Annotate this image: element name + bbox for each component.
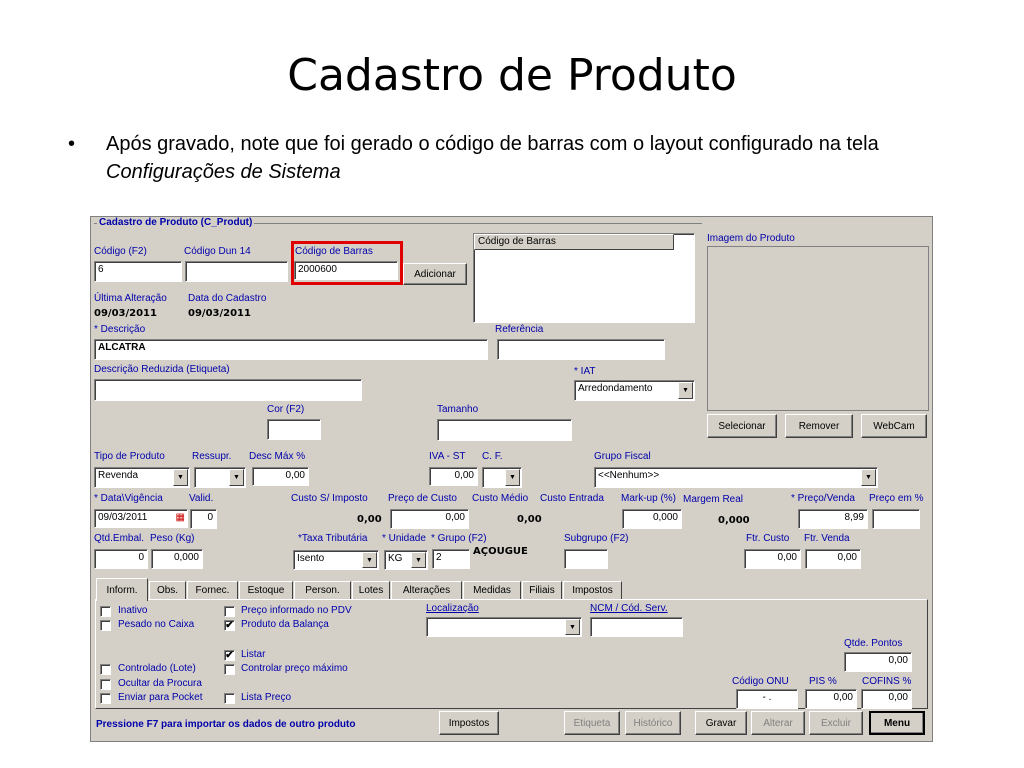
ftr-venda-label: Ftr. Venda (804, 533, 850, 544)
iat-select[interactable] (574, 380, 695, 401)
preco-venda-label: * Preço/Venda (791, 493, 855, 504)
cor-input[interactable] (267, 419, 321, 440)
grupo-fiscal-label: Grupo Fiscal (594, 451, 651, 462)
balanca-checkbox[interactable]: ✔ (225, 620, 234, 631)
descmax-input[interactable]: 0,00 (252, 467, 309, 486)
ressupr-label: Ressupr. (192, 451, 232, 462)
taxa-select[interactable] (293, 550, 379, 570)
tab-panel-inform (95, 599, 928, 709)
chevron-down-icon[interactable]: ▼ (411, 552, 426, 568)
tab-obs[interactable]: Obs. (149, 581, 186, 600)
slide-title: Cadastro de Produto (287, 50, 737, 101)
ftr-custo-input[interactable]: 0,00 (744, 549, 801, 569)
codigo-onu-label: Código ONU (732, 676, 789, 687)
preco-em-input[interactable] (872, 509, 920, 529)
tab-impostos[interactable]: Impostos (563, 581, 622, 600)
codigo-label: Código (F2) (94, 246, 147, 257)
ultima-alt-value: 09/03/2011 (94, 308, 157, 319)
listar-checkbox[interactable]: ✔ (225, 650, 234, 661)
localizacao-label: Localização (426, 603, 479, 614)
etiqueta-button[interactable]: Etiqueta (564, 711, 620, 735)
qtde-pontos-input[interactable]: 0,00 (844, 652, 912, 672)
controlar-preco-checkbox[interactable] (224, 664, 235, 675)
codigo-onu-input[interactable]: - . (736, 689, 798, 709)
tipo-select[interactable] (94, 467, 190, 488)
inativo-checkbox[interactable] (100, 606, 111, 617)
pesado-checkbox[interactable] (100, 620, 111, 631)
ivast-label: IVA - ST (429, 451, 466, 462)
calendar-icon[interactable]: ▦ (175, 512, 185, 523)
bullet-glyph: • (68, 133, 76, 155)
remover-label: Remover (798, 420, 840, 432)
datavig-value: 09/03/2011 (98, 512, 148, 523)
custo-medio-value: 0,00 (517, 514, 542, 525)
taxa-label: *Taxa Tributária (298, 533, 368, 544)
pesado-label: Pesado no Caixa (118, 619, 195, 630)
preco-venda-input[interactable]: 8,99 (798, 509, 868, 529)
grupo-name: AÇOUGUE (473, 546, 528, 557)
chevron-down-icon[interactable]: ▼ (173, 469, 188, 486)
datavig-label: * Data\Vigência (94, 493, 163, 504)
chevron-down-icon[interactable]: ▼ (565, 619, 580, 635)
iat-value: Arredondamento (578, 383, 653, 394)
unidade-select[interactable] (384, 550, 428, 570)
subgrupo-label: Subgrupo (F2) (564, 533, 629, 544)
custo-s-label: Custo S/ Imposto (291, 493, 368, 504)
ftr-venda-input[interactable]: 0,00 (805, 549, 861, 569)
tab-inform[interactable]: Inform. (96, 578, 148, 601)
barras-list-header[interactable]: Código de Barras (474, 234, 674, 250)
chevron-down-icon[interactable]: ▼ (229, 469, 244, 486)
historico-button[interactable]: Histórico (625, 711, 681, 735)
grupo-fiscal-value: <<Nenhum>> (598, 470, 660, 481)
ultima-alt-label: Última Alteração (94, 293, 167, 304)
pis-label: PIS % (809, 676, 837, 687)
webcam-button[interactable]: WebCam (861, 414, 927, 438)
enviar-label: Enviar para Pocket (118, 692, 203, 703)
referencia-input[interactable] (497, 339, 665, 360)
margem-value: 0,000 (718, 515, 750, 526)
balanca-label: Produto da Balança (241, 619, 329, 630)
barras-list[interactable] (473, 233, 695, 323)
data-cad-label: Data do Cadastro (188, 293, 267, 304)
desc-red-label: Descrição Reduzida (Etiqueta) (94, 364, 230, 375)
qtd-embal-input[interactable]: 0 (94, 549, 148, 569)
grupo-input[interactable]: 2 (432, 549, 470, 569)
alterar-button[interactable]: Alterar (751, 711, 805, 735)
preco-pdv-label: Preço informado no PDV (241, 605, 352, 616)
unidade-label: * Unidade (382, 533, 426, 544)
tab-lotes[interactable]: Lotes (352, 581, 390, 600)
referencia-label: Referência (495, 324, 544, 335)
barras-label: Código de Barras (295, 246, 373, 257)
chevron-down-icon[interactable]: ▼ (861, 469, 876, 486)
enviar-checkbox[interactable] (100, 693, 111, 704)
bullet-text-plain: Após gravado, note que foi gerado o código de barras com o layout configurado na tela (106, 133, 879, 155)
taxa-value: Isento (297, 553, 325, 564)
ivast-input[interactable]: 0,00 (429, 467, 478, 486)
descricao-input[interactable]: ALCATRA (94, 339, 488, 360)
chevron-down-icon[interactable]: ▼ (678, 382, 693, 399)
bullet-text (106, 130, 926, 186)
impostos-button[interactable]: Impostos (439, 711, 499, 735)
ncm-label: NCM / Cód. Serv. (590, 603, 668, 614)
cofins-input[interactable]: 0,00 (861, 689, 912, 709)
margem-label: Margem Real (683, 494, 744, 505)
barras-input[interactable]: 2000600 (294, 261, 398, 280)
markup-label: Mark-up (%) (621, 493, 677, 504)
controlado-label: Controlado (Lote) (118, 663, 196, 674)
chevron-down-icon[interactable]: ▼ (505, 469, 520, 486)
remover-button[interactable] (785, 414, 853, 438)
ftr-custo-label: Ftr. Custo (746, 533, 790, 544)
peso-input[interactable]: 0,000 (151, 549, 203, 569)
grupo-label: * Grupo (F2) (431, 533, 487, 544)
descricao-label: * Descrição (94, 324, 146, 335)
subgrupo-input[interactable] (564, 549, 608, 569)
qtd-embal-label: Qtd.Embal. (94, 533, 145, 544)
qtde-pontos-label: Qtde. Pontos (844, 638, 903, 649)
codigo-input[interactable]: 6 (94, 261, 182, 282)
chevron-down-icon[interactable]: ▼ (362, 552, 377, 568)
tipo-value: Revenda (98, 470, 139, 481)
tab-medidas[interactable]: Medidas (463, 581, 521, 600)
ncm-input[interactable] (590, 617, 683, 637)
pis-input[interactable]: 0,00 (805, 689, 857, 709)
peso-label: Peso (Kg) (150, 533, 195, 544)
bullet-text-italic: Configurações de Sistema (106, 161, 341, 183)
desc-red-input[interactable] (94, 379, 362, 401)
tamanho-input[interactable] (437, 419, 572, 441)
inativo-label: Inativo (118, 605, 148, 616)
data-cad-value: 09/03/2011 (188, 308, 251, 319)
ocultar-checkbox[interactable] (100, 679, 111, 690)
status-text: Pressione F7 para importar os dados de outro produto (96, 719, 356, 730)
custo-medio-label: Custo Médio (472, 493, 529, 504)
tab-filiais[interactable]: Filiais (522, 581, 562, 600)
preco-em-label: Preço em % (869, 493, 924, 504)
controlar-preco-label: Controlar preço máximo (241, 663, 348, 674)
cf-select[interactable] (482, 467, 522, 488)
unidade-value: KG (388, 553, 403, 564)
valid-label: Valid. (189, 493, 214, 504)
cofins-label: COFINS % (862, 676, 912, 687)
cf-label: C. F. (482, 451, 503, 462)
iat-label: * IAT (574, 366, 596, 377)
tab-person[interactable]: Person. (294, 581, 351, 600)
dun-label: Código Dun 14 (184, 246, 251, 257)
datavig-input[interactable] (94, 509, 188, 528)
ressupr-select[interactable] (194, 467, 246, 488)
preco-custo-label: Preço de Custo (388, 493, 457, 504)
dun-input[interactable] (185, 261, 288, 282)
gravar-button[interactable]: Gravar (695, 711, 747, 735)
tab-fornec[interactable]: Fornec. (187, 581, 238, 600)
localizacao-select[interactable] (426, 617, 582, 637)
descmax-label: Desc Máx % (249, 451, 306, 462)
selecionar-button[interactable]: Selecionar (707, 414, 777, 438)
ocultar-label: Ocultar da Procura (118, 678, 202, 689)
adicionar-button[interactable]: Adicionar (403, 263, 467, 285)
controlado-checkbox[interactable] (100, 664, 111, 675)
listar-label: Listar (241, 649, 266, 660)
preco-custo-input[interactable]: 0,00 (390, 509, 469, 529)
custo-entrada-label: Custo Entrada (540, 493, 604, 504)
grupo-fiscal-select[interactable] (594, 467, 878, 488)
custo-s-value: 0,00 (357, 514, 382, 525)
valid-input[interactable]: 0 (190, 509, 217, 529)
cor-label: Cor (F2) (267, 404, 305, 415)
tipo-label: Tipo de Produto (94, 451, 165, 462)
markup-input[interactable]: 0,000 (622, 509, 682, 529)
lista-preco-checkbox[interactable] (224, 693, 235, 704)
product-form-window (90, 216, 933, 742)
preco-pdv-checkbox[interactable] (224, 606, 235, 617)
tamanho-label: Tamanho (437, 404, 479, 415)
imagem-frame (707, 246, 929, 411)
status-bar (95, 711, 928, 737)
excluir-button[interactable]: Excluir (809, 711, 863, 735)
tab-alteracoes[interactable]: Alterações (391, 581, 462, 600)
imagem-label: Imagem do Produto (707, 233, 795, 244)
tab-estoque[interactable]: Estoque (239, 581, 293, 600)
menu-button[interactable]: Menu (869, 711, 925, 735)
window-title: Cadastro de Produto (C_Produt) (99, 217, 253, 228)
lista-preco-label: Lista Preço (241, 692, 292, 703)
